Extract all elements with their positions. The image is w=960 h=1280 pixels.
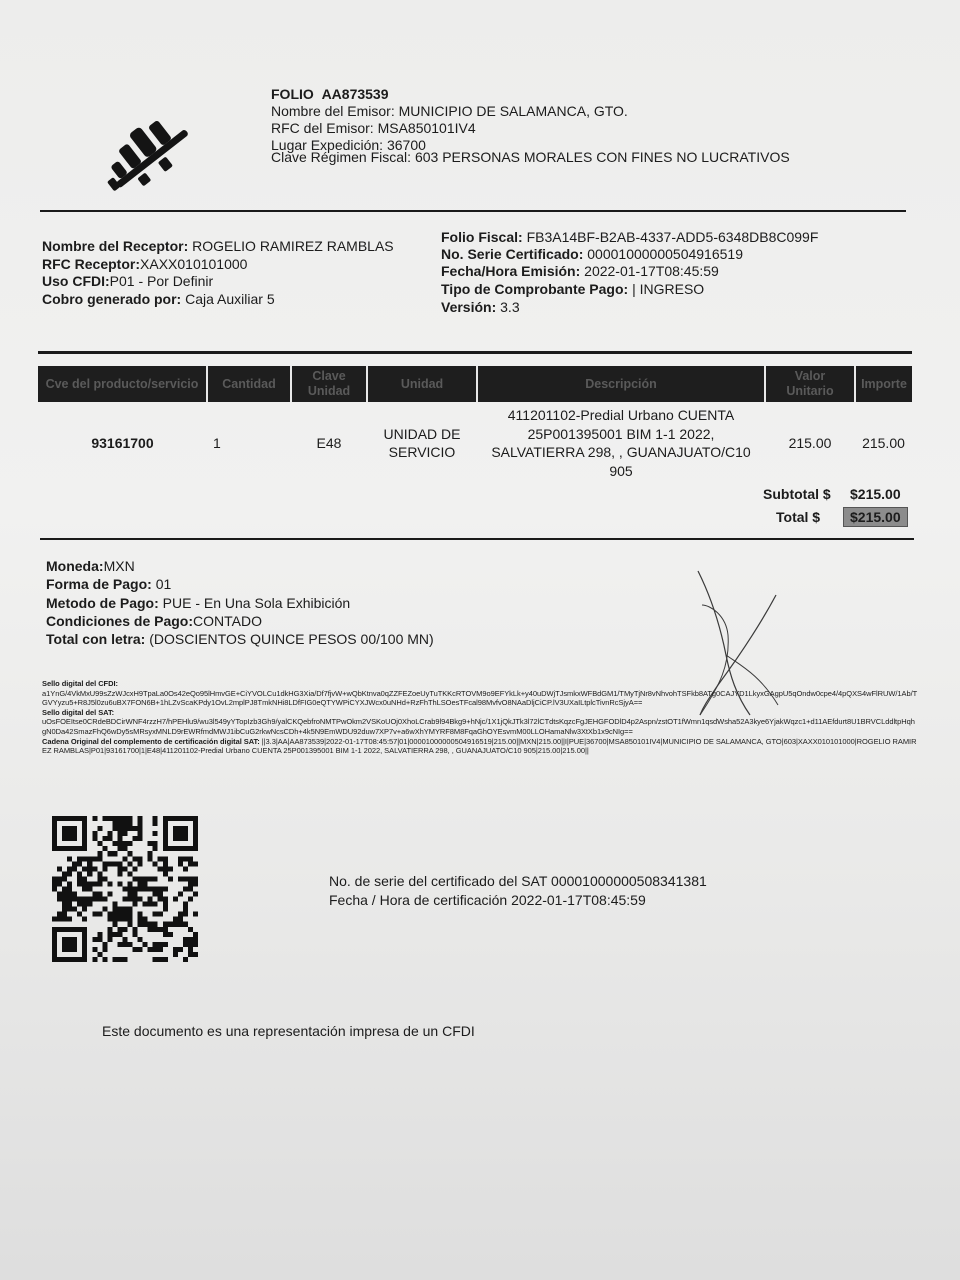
folio-fiscal-label: Folio Fiscal: (441, 229, 523, 245)
receptor-uso (42, 273, 213, 291)
lugar-label: Lugar Expedición: (271, 137, 384, 153)
cell-descripcion: 411201102-Predial Urbano CUENTA 25P001395001 BIM 1-1 2022, SALVATIERRA 298, , GUANAJUATO/C10 905 (491, 407, 751, 479)
folio-label: FOLIO (271, 86, 314, 102)
total-letra-value: (DOSCIENTOS QUINCE PESOS 00/100 MN) (149, 631, 434, 647)
table-top-rule (38, 351, 912, 354)
subtotal-row (763, 486, 831, 502)
moneda-label: Moneda: (46, 558, 104, 574)
folio-fiscal-value: FB3A14BF-B2AB-4337-ADD5-6348DB8C099F (526, 229, 819, 245)
regimen-value: 603 PERSONAS MORALES CON FINES NO LUCRATIVOS (414, 149, 790, 165)
regimen-label: Clave Régimen Fiscal: (271, 149, 412, 165)
cell-clave-unidad: E48 (316, 434, 342, 451)
receptor-uso-label: Uso CFDI: (42, 273, 110, 289)
subtotal-value: $215.00 (850, 486, 901, 502)
cell-clave: 93161700 (91, 434, 154, 451)
total-letra-label: Total con letra: (46, 631, 146, 647)
col-cantidad-header: Cantidad (207, 366, 291, 402)
tipo-comprobante-label: Tipo de Comprobante Pago: (441, 281, 629, 297)
col-clave-header: Cve del producto/servicio (38, 366, 207, 402)
header-divider (40, 210, 906, 212)
emisor-line (271, 103, 628, 121)
cell-valor-unitario: 215.00 (788, 434, 832, 451)
col-unidad-header: Unidad (367, 366, 477, 402)
fecha-emision (441, 263, 719, 281)
qr-code (52, 816, 198, 962)
serie-certificado-label: No. Serie Certificado: (441, 246, 584, 262)
receptor-cobro-value: Caja Auxiliar 5 (185, 291, 275, 307)
col-importe-header: Importe (855, 366, 912, 402)
emisor-value: MUNICIPIO DE SALAMANCA, GTO. (398, 103, 628, 119)
receptor-rfc-label: RFC Receptor: (42, 256, 141, 272)
table-row (38, 402, 912, 484)
col-clave-unidad-header: Clave Unidad (291, 366, 367, 402)
rfc-emisor-line (271, 120, 476, 138)
metodo-pago (46, 594, 350, 612)
certificado-serie: No. de serie del certificado del SAT 00001000000508341381 (329, 873, 707, 889)
tipo-comprobante (441, 281, 704, 299)
cell-importe: 215.00 (862, 434, 905, 451)
seals-block (42, 679, 918, 756)
sello-sat-label: Sello digital del SAT: (42, 707, 115, 717)
condiciones-pago-label: Condiciones de Pago: (46, 613, 194, 629)
sello-sat-value: uOsFOEItse0CRdeBDCirWNF4rzzH7/hPEHlu9/wu3l549yYTopIzb3Gh9/yalCKQebfroNMTPwOkm2VSKoUOj0XhoLCrab9l94Bkg9+hNjc/1X1jQkJTk3l72lCTdtsKqzcFgJEHGFODlD4p2Aspn/zstOT1fWmn1qsdWsha52A3kye6YjakWqzc1+d11AEfdurt8U1BRVCLddltpHqhgN0Da42SmazFhQ6wDy5sMRsyxMNLD9rEWRfmdMWJ1ibCuG2rkwNcsCDh+4k5N9EmWDU92duw7XP7v+a6wXhYMYRF8M8FqaGhOYEsvmM00LLOHamaNlw3XtXb1x9cNIg== (42, 717, 915, 736)
regimen-line (271, 149, 790, 167)
condiciones-pago-value: CONTADO (193, 613, 262, 629)
folio-fiscal (441, 229, 818, 247)
rfc-emisor-value: MSA850101IV4 (377, 120, 476, 136)
condiciones-pago (46, 612, 262, 630)
receptor-rfc-value: XAXX010101000 (140, 256, 248, 272)
total-label: Total $ (776, 509, 821, 525)
serie-certificado (441, 246, 743, 264)
subtotal-label: Subtotal $ (763, 486, 831, 502)
serie-certificado-value: 00001000000504916519 (587, 246, 743, 262)
footer-text: Este documento es una representación impresa de un CFDI (102, 1023, 475, 1039)
forma-pago (46, 575, 171, 593)
fecha-emision-value: 2022-01-17T08:45:59 (584, 263, 719, 279)
table-header-row (38, 366, 912, 402)
folio-value: AA873539 (321, 86, 389, 102)
tipo-comprobante-value: | INGRESO (632, 281, 705, 297)
receptor-nombre (42, 238, 394, 256)
certificado-fecha: Fecha / Hora de certificación 2022-01-17T08:45:59 (329, 892, 646, 908)
moneda-value: MXN (103, 558, 135, 574)
folio-line (271, 86, 389, 104)
col-descripcion-header: Descripción (477, 366, 765, 402)
receptor-nombre-label: Nombre del Receptor: (42, 238, 189, 254)
forma-pago-value: 01 (155, 576, 172, 592)
totals-bottom-rule (40, 538, 914, 540)
metodo-pago-label: Metodo de Pago: (46, 595, 159, 611)
receptor-cobro-label: Cobro generado por: (42, 291, 182, 307)
total-letra (46, 630, 434, 648)
receptor-cobro (42, 291, 275, 309)
receptor-nombre-value: ROGELIO RAMIREZ RAMBLAS (192, 238, 394, 254)
version-value: 3.3 (500, 299, 520, 315)
metodo-pago-value: PUE - En Una Sola Exhibición (162, 595, 351, 611)
sello-cfdi-label: Sello digital del CFDI: (42, 679, 118, 688)
cadena-label: Cadena Original del complemento de certificación digital SAT: (42, 736, 260, 746)
items-table (38, 366, 912, 484)
cell-unidad: UNIDAD DE SERVICIO (383, 425, 461, 460)
col-valor-unitario-header: Valor Unitario (765, 366, 855, 402)
version-label: Versión: (441, 299, 497, 315)
sello-cfdi-value: a1YnG/4VkMxU99sZzWJcxH9TpaLa0Os42eQo95lHmvGE+CiYVOLCu1dkHG3Xia/Df7fjvW+wQbKtnva0qZZFEZoeUyTuTKKcRTOVM9o9EFYkLk+y40uDWjTJsmkxWFBdGM1/TMyTjNr8vNhvohTSFkb8ATg0CAJYD1LkyxGAgpU5qOndw0cpe4/4pQXS4wFlRUW/1Ab/TGVYyzu5+R8J5l0zu6uBX7FON6B+1hLZvScaKPdy1OvL2mplPJ8TmkNHi8LDfFIG0eQTYWPiCYXJWcx0uNHd+RzFhThLSOesTFcal98MvfvO8NAaDljCiCP.lV3UXaILtplcTivnRcSjyA== (42, 688, 918, 708)
emisor-label: Nombre del Emisor: (271, 103, 395, 119)
cadena-value: ||3.3|AA|AA873539|2022-01-17T08:45:57|01|00001000000504916519|215.00||MXN|215.00||I|PUE|36700|MSA850101IV4|MUNICIPIO DE SALAMANCA, GTO|603|XAXX010101000|ROGELIO RAMIREZ RAMBLAS|P01|93161700|1|E48|411201102-Predial Urbano CUENTA 25P001395001 BIM 1-1 2022, SALVATIERRA 298, , GUANAJUATO/C10 905|215.00|215.00|| (42, 736, 917, 756)
municipal-logo (96, 112, 196, 196)
version (441, 299, 520, 317)
cell-cantidad: 1 (213, 434, 221, 451)
receptor-rfc (42, 256, 247, 274)
total-value: $215.00 (843, 507, 908, 527)
fecha-emision-label: Fecha/Hora Emisión: (441, 263, 581, 279)
forma-pago-label: Forma de Pago: (46, 576, 152, 592)
receptor-uso-value: P01 - Por Definir (109, 273, 214, 289)
lugar-value: 36700 (386, 137, 426, 153)
moneda (46, 557, 135, 575)
rfc-emisor-label: RFC del Emisor: (271, 120, 374, 136)
